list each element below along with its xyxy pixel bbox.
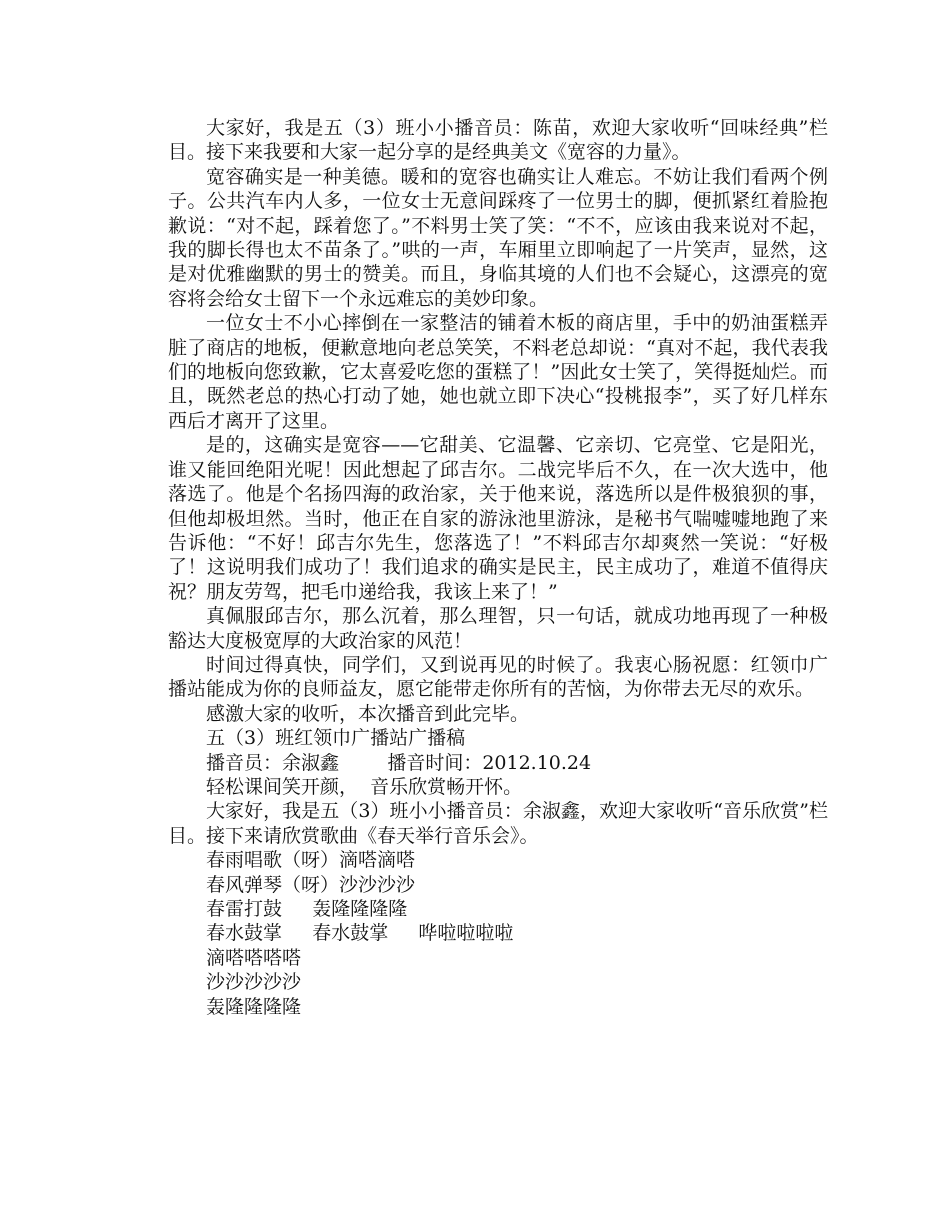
tolerance-paragraph: 宽容确实是一种美德。暖和的宽容也确实让人难忘。不妨让我们看两个例子。公共汽车内人多，一位女士无意间踩疼了一位男士的脚，便抓紧红着脸抱歉说：“对不起，踩着您了。”不料男士笑了笑：“不不，应该由我来说对不起，我的脚长得也太不苗条了。”哄的一声，车厢里立即响起了一片笑声，显然，这是对优雅幽默的男士的赞美。而且，身临其境的人们也不会疑心，这漂亮的宽容将会给女士留下一个永远难忘的美妙印象。 (168, 165, 828, 310)
lyric-line: 沙沙沙沙沙 (206, 971, 302, 994)
intro-paragraph: 大家好，我是五（3）班小小播音员：陈苗，欢迎大家收听“回味经典”栏目。接下来我要和大家一起分享的是经典美文《宽容的力量》。 (168, 117, 828, 164)
farewell-paragraph: 时间过得真快，同学们，又到说再见的时候了。我衷心肠祝愿：红领巾广播站能成为你的良师益友，愿它能带走你所有的苦恼，为你带去无尽的欢乐。 (168, 653, 828, 701)
lyric-line: 春风弹琴（呀）沙沙沙沙 (206, 873, 416, 896)
lyric-line: 春水鼓掌 春水鼓掌 哗啦啦啦啦 (206, 922, 514, 945)
cake-story-paragraph: 一位女士不小心摔倒在一家整洁的铺着木板的商店里，手中的奶油蛋糕弄脏了商店的地板，便歉意地向老总笑笑，不料老总却说：“真对不起，我代表我们的地板向您致歉，它太喜爱吃您的蛋糕了！”因此女士笑了，笑得挺灿烂。而且，既然老总的热心打动了她，她也就立即下决心“投桃报李”，买了好几样东西后才离开了这里。 (168, 312, 828, 432)
lyric-line: 滴嗒嗒嗒嗒 (206, 946, 302, 969)
churchill-paragraph: 是的，这确实是宽容——它甜美、它温馨、它亲切、它亮堂、它是阳光，谁又能回绝阳光呢！因此想起了邱吉尔。二战完毕后不久，在一次大选中，他落选了。他是个名扬四海的政治家，关于他来说，落选所以是件极狼狈的事，但他却极坦然。当时，他正在自家的游泳池里游泳，是秘书气喘嘘嘘地跑了来告诉他：“不好！邱吉尔先生，您落选了！”不料邱吉尔却爽然一笑说：“好极了！这说明我们成功了！我们追求的确实是民主，民主成功了，难道不值得庆祝？朋友劳驾，把毛巾递给我，我该上来了！” (168, 434, 828, 603)
lyric-line: 春雷打鼓 轰隆隆隆隆 (206, 898, 408, 920)
admiration-paragraph: 真佩服邱吉尔，那么沉着，那么理智，只一句话，就成功地再现了一种极豁达大度极宽厚的大政治家的风范！ (168, 605, 828, 652)
lyric-line: 春雨唱歌（呀）滴嗒滴嗒 (206, 849, 416, 872)
broadcast-script (168, 116, 828, 1019)
music-intro-paragraph: 大家好，我是五（3）班小小播音员：余淑鑫，欢迎大家收听“音乐欣赏”栏目。接下来请欣赏歌曲《春天举行音乐会》。 (168, 800, 828, 847)
lyric-line: 轰隆隆隆隆 (206, 995, 302, 1018)
closing-thanks: 感激大家的收听，本次播音到此完毕。 (206, 702, 530, 725)
announcer-info: 播音员：余淑鑫 播音时间：2012.10.24 (206, 751, 592, 774)
program-slogan: 轻松课间笑开颜， 音乐欣赏畅开怀。 (206, 775, 523, 798)
script-title: 五（3）班红领巾广播站广播稿 (206, 727, 466, 750)
